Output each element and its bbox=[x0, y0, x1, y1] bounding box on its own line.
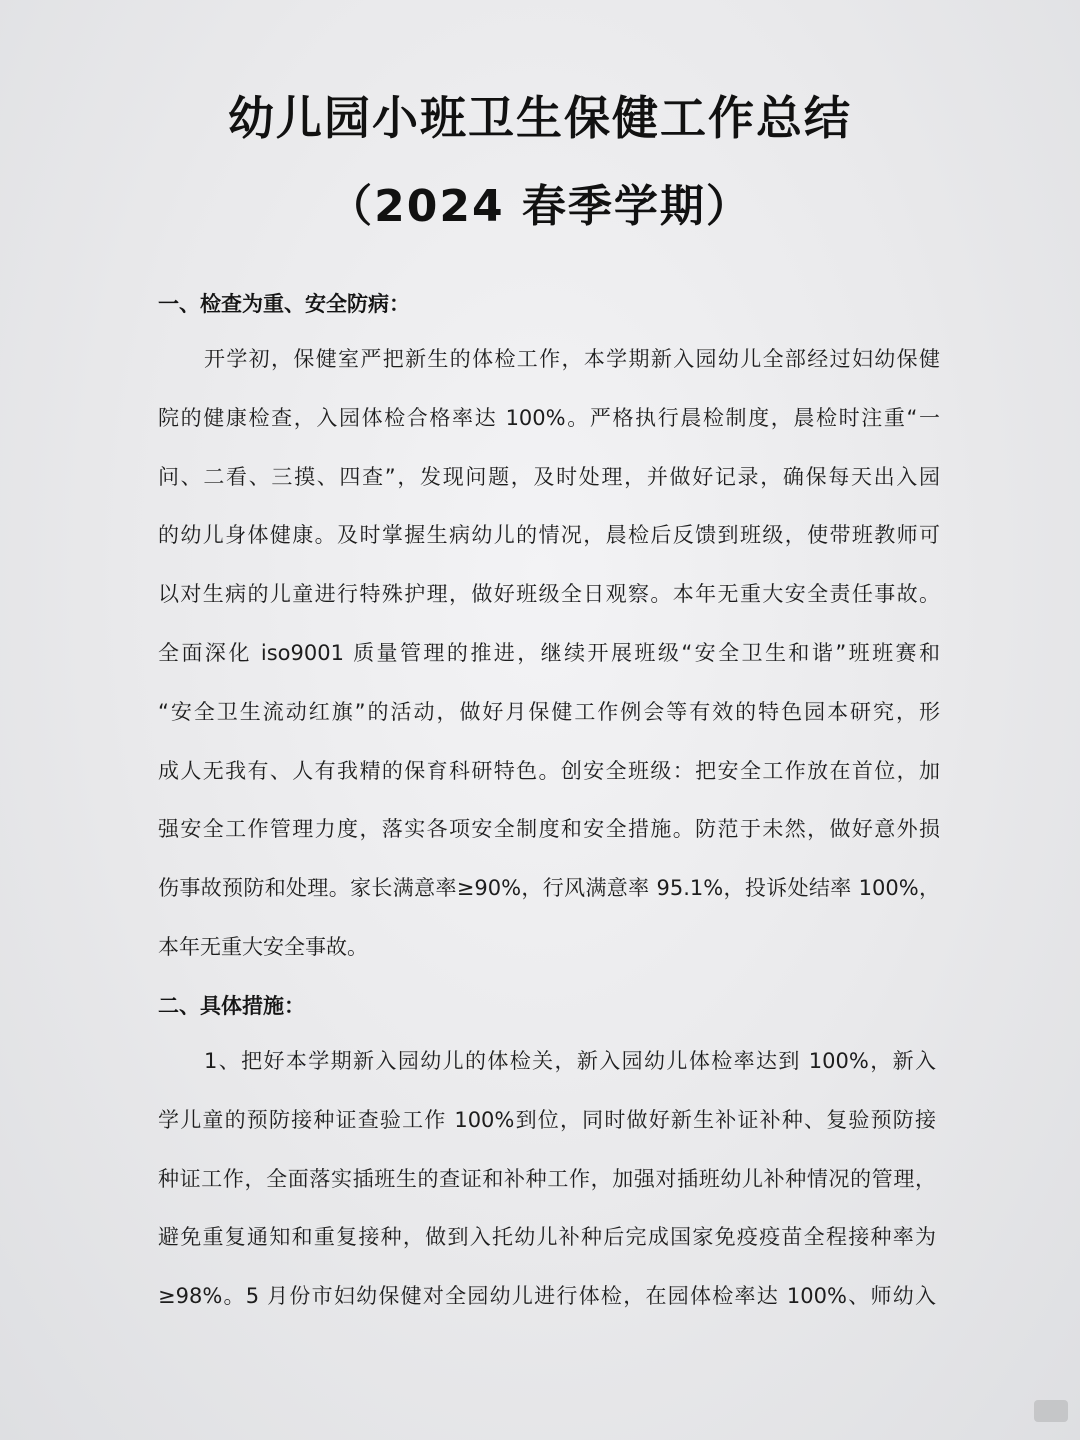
paragraph-line: 院的健康检查，入园体检合格率达 100%。严格执行晨检制度，晨检时注重“一 bbox=[158, 405, 940, 430]
paragraph-line: 避免重复通知和重复接种，做到入托幼儿补种后完成国家免疫疫苗全程接种率为 bbox=[158, 1225, 936, 1250]
document-subtitle: （2024 春季学期） bbox=[328, 181, 752, 232]
section-1-paragraph bbox=[158, 330, 940, 977]
paragraph-line: “安全卫生流动红旗”的活动，做好月保健工作例会等有效的特色园本研究，形 bbox=[158, 699, 940, 724]
section-heading-1: 一、检查为重、安全防病： bbox=[158, 292, 410, 316]
paragraph-line: ≥98%。5 月份市妇幼保健对全园幼儿进行体检，在园体检率达 100%、师幼入 bbox=[158, 1284, 936, 1309]
paragraph-line: 开学初，保健室严把新生的体检工作，本学期新入园幼儿全部经过妇幼保健 bbox=[204, 347, 940, 371]
paragraph-line: 的幼儿身体健康。及时掌握生病幼儿的情况，晨检后反馈到班级，使带班教师可 bbox=[158, 523, 940, 548]
watermark-icon bbox=[1034, 1400, 1068, 1422]
paragraph-line: 本年无重大安全事故。 bbox=[158, 934, 368, 959]
paragraph-line: 伤事故预防和处理。家长满意率≥90%，行风满意率 95.1%，投诉处结率 100%， bbox=[158, 876, 940, 901]
section-heading-2: 二、具体措施： bbox=[158, 994, 305, 1018]
paragraph-line: 种证工作，全面落实插班生的查证和补种工作，加强对插班幼儿补种情况的管理， bbox=[158, 1166, 936, 1191]
paragraph-line: 学儿童的预防接种证查验工作 100%到位，同时做好新生补证补种、复验预防接 bbox=[158, 1107, 936, 1132]
paragraph-line: 全面深化 iso9001 质量管理的推进，继续开展班级“安全卫生和谐”班班赛和 bbox=[158, 640, 940, 665]
paragraph-line: 1、把好本学期新入园幼儿的体检关，新入园幼儿体检率达到 100%，新入 bbox=[204, 1049, 936, 1073]
paragraph-line: 以对生病的儿童进行特殊护理，做好班级全日观察。本年无重大安全责任事故。 bbox=[158, 582, 940, 607]
paragraph-line: 成人无我有、人有我精的保育科研特色。创安全班级：把安全工作放在首位，加 bbox=[158, 758, 940, 783]
paragraph-line: 问、二看、三摸、四查”，发现问题，及时处理，并做好记录，确保每天出入园 bbox=[158, 464, 940, 489]
document-title: 幼儿园小班卫生保健工作总结 bbox=[228, 91, 852, 145]
section-2-paragraph bbox=[158, 1032, 936, 1326]
paragraph-line: 强安全工作管理力度，落实各项安全制度和安全措施。防范于未然，做好意外损 bbox=[158, 817, 940, 842]
